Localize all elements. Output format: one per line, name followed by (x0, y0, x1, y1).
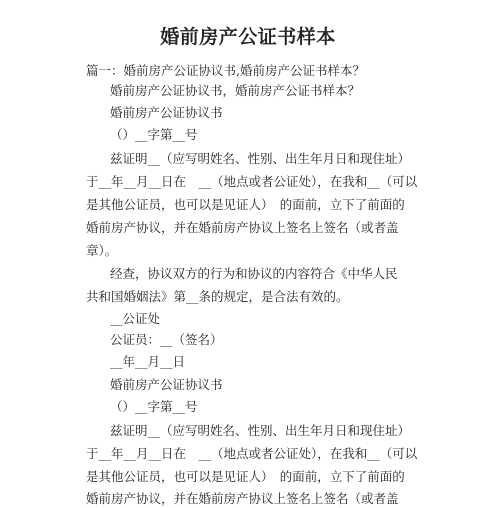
date-line: __年__月__日 (110, 354, 186, 369)
body-line: 于__年__月__日在 __（地点或者公证处），在我和__（可以 (86, 174, 418, 189)
body-line: 共和国婚姻法》第__条的规定，是合法有效的。 (86, 289, 349, 304)
body-line: 兹证明__（应写明姓名、性别、出生年月日和现住址） (110, 151, 411, 166)
body-line: 婚前房产协议，并在婚前房产协议上签名上签名（或者盖 (86, 220, 399, 235)
body-line: 于__年__月__日在 __（地点或者公证处），在我和__（可以 (86, 446, 418, 461)
agreement-title: 婚前房产公证协议书 (110, 377, 223, 392)
body-line: 是其他公证员，也可以是见证人） 的面前，立下了前面的 (86, 197, 405, 212)
body-line: 是其他公证员，也可以是见证人） 的面前，立下了前面的 (86, 469, 405, 484)
agreement-title: 婚前房产公证协议书 (110, 105, 223, 120)
notary-signature: 公证员：__（签名） (110, 332, 223, 347)
body-line: 章）。 (86, 243, 118, 258)
reference-number: （）__字第__号 (110, 399, 198, 414)
section-heading: 篇一：婚前房产公证协议书,婚前房产公证书样本？ (86, 63, 365, 78)
reference-number: （）__字第__号 (110, 127, 198, 142)
body-line: 经查，协议双方的行为和协议的内容符合《中华人民 (110, 266, 398, 281)
body-line: 婚前房产协议，并在婚前房产协议上签名上签名（或者盖 (86, 491, 399, 506)
body-line: 兹证明__（应写明姓名、性别、出生年月日和现住址） (110, 423, 411, 438)
subtitle-line: 婚前房产公证协议书，婚前房产公证书样本？ (110, 83, 361, 98)
notary-office: __公证处 (110, 311, 161, 326)
document-title: 婚前房产公证书样本 (160, 26, 336, 48)
